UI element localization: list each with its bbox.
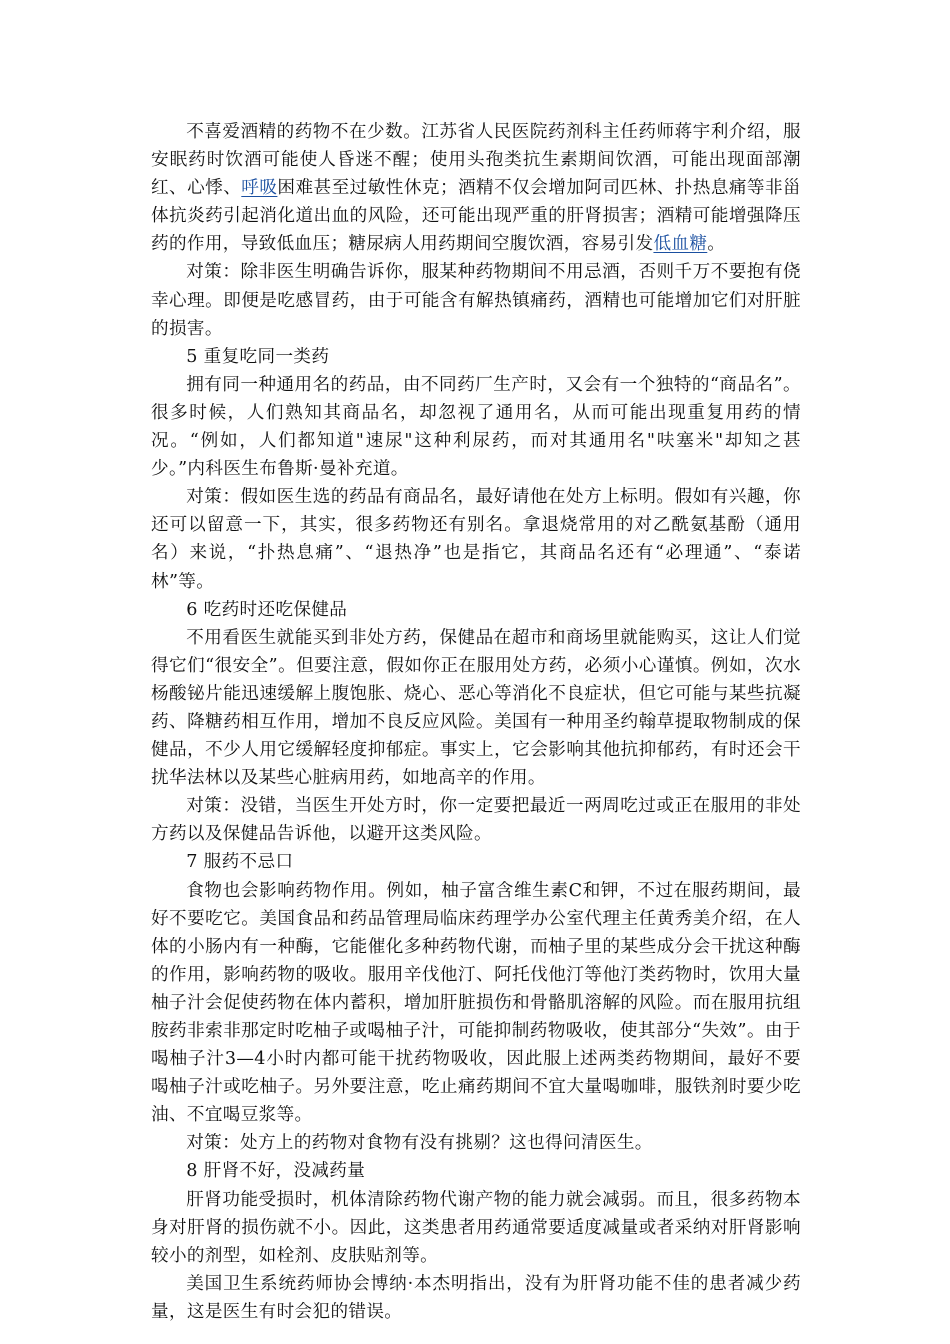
paragraph-alcohol [151,118,801,258]
section-heading-5: 5 重复吃同一类药 [186,346,330,367]
document-page [151,118,801,1326]
paragraph-liver-kidney: 肝肾功能受损时，机体清除药物代谢产物的能力就会减弱。而且，很多药物本身对肝肾的损伤就不小。因此，这类患者用药通常要适度减量或者采纳对肝肾影响较小的剂型，如栓剂、皮肤贴剂等。 [151,1189,801,1266]
paragraph-supplements: 不用看医生就能买到非处方药，保健品在超市和商场里就能购买，这让人们觉得它们“很安全”。但要注意，假如你正在服用处方药，必须小心谨慎。例如，次水杨酸铋片能迅速缓解上腹饱胀、烧心、恶心等消化不良症状，但它可能与某些抗凝药、降糖药相互作用，增加不良反应风险。美国有一种用圣约翰草提取物制成的保健品，不少人用它缓解轻度抑郁症。事实上，它会影响其他抗抑郁药，有时还会干扰华法林以及某些心脏病用药，如地高辛的作用。 [151,627,801,789]
text-segment: 。 [707,234,726,255]
paragraph-same-drug-countermeasure: 对策：假如医生选的药品有商品名，最好请他在处方上标明。假如有兴趣，你还可以留意一下，其实，很多药物还有别名。拿退烧常用的对乙酰氨基酚（通用名）来说，“扑热息痛”、“退热净”也是指它，其商品名还有“必理通”、“泰诺林”等。 [151,487,801,592]
link-hypoglycemia[interactable]: 低血糖 [653,234,708,255]
paragraph-alcohol-countermeasure: 对策：除非医生明确告诉你，服某种药物期间不用忌酒，否则千万不要抱有侥幸心理。即便是吃感冒药，由于可能含有解热镇痛药，酒精也可能增加它们对肝脏的损害。 [151,262,801,339]
text-segment: 不喜爱酒精的药物不在少数。江苏省人民医院药剂科主任药师蒋宇利介绍，服安眠药时饮酒可能使人昏迷不醒；使用头孢类抗生素期间饮酒，可能出现面部潮红、心悸、 [151,122,801,199]
paragraph-same-drug: 拥有同一种通用名的药品，由不同药厂生产时，又会有一个独特的“商品名”。很多时候，人们熟知其商品名，却忽视了通用名，从而可能出现重复用药的情况。“例如，人们都知道"速尿"这种利尿药，而对其通用名"呋塞米"却知之甚少。”内科医生布鲁斯·曼补充道。 [151,374,801,480]
paragraph-food: 食物也会影响药物作用。例如，柚子富含维生素C和钾，不过在服药期间，最好不要吃它。美国食品和药品管理局临床药理学办公室代理主任黄秀美介绍，在人体的小肠内有一种酶，它能催化多种药物代谢，而柚子里的某些成分会干扰这种酶的作用，影响药物的吸收。服用辛伐他汀、阿托伐他汀等他汀类药物时，饮用大量柚子汁会促使药物在体内蓄积，增加肝脏损伤和骨骼肌溶解的风险。而在服用抗组胺药非索非那定时吃柚子或喝柚子汁，可能抑制药物吸收，使其部分“失效”。由于喝柚子汁3—4小时内都可能干扰药物吸收，因此服上述两类药物期间，最好不要喝柚子汁或吃柚子。另外要注意，吃止痛药期间不宜大量喝咖啡，服铁剂时要少吃油、不宜喝豆浆等。 [151,880,801,1126]
section-heading-7: 7 服药不忌口 [186,852,294,873]
paragraph-liver-kidney-note: 美国卫生系统药师协会博纳·本杰明指出，没有为肝肾功能不佳的患者减少药量，这是医生有时会犯的错误。 [151,1273,801,1322]
paragraph-supplements-countermeasure: 对策：没错，当医生开处方时，你一定要把最近一两周吃过或正在服用的非处方药以及保健品告诉他，以避开这类风险。 [151,796,801,845]
text-segment: 困难甚至过敏性休克；酒精不仅会增加阿司匹林、扑热息痛等非甾体抗炎药引起消化道出血的风险，还可能出现严重的肝肾损害；酒精可能增强降压药的作用，导致低血压；糖尿病人用药期间空腹饮酒，容易引发 [151,178,801,255]
link-breathing[interactable]: 呼吸 [241,178,278,199]
section-heading-6: 6 吃药时还吃保健品 [186,599,348,620]
section-heading-8: 8 肝肾不好，没减药量 [186,1161,366,1182]
paragraph-food-countermeasure: 对策：处方上的药物对食物有没有挑剔？这也得问清医生。 [186,1133,653,1154]
